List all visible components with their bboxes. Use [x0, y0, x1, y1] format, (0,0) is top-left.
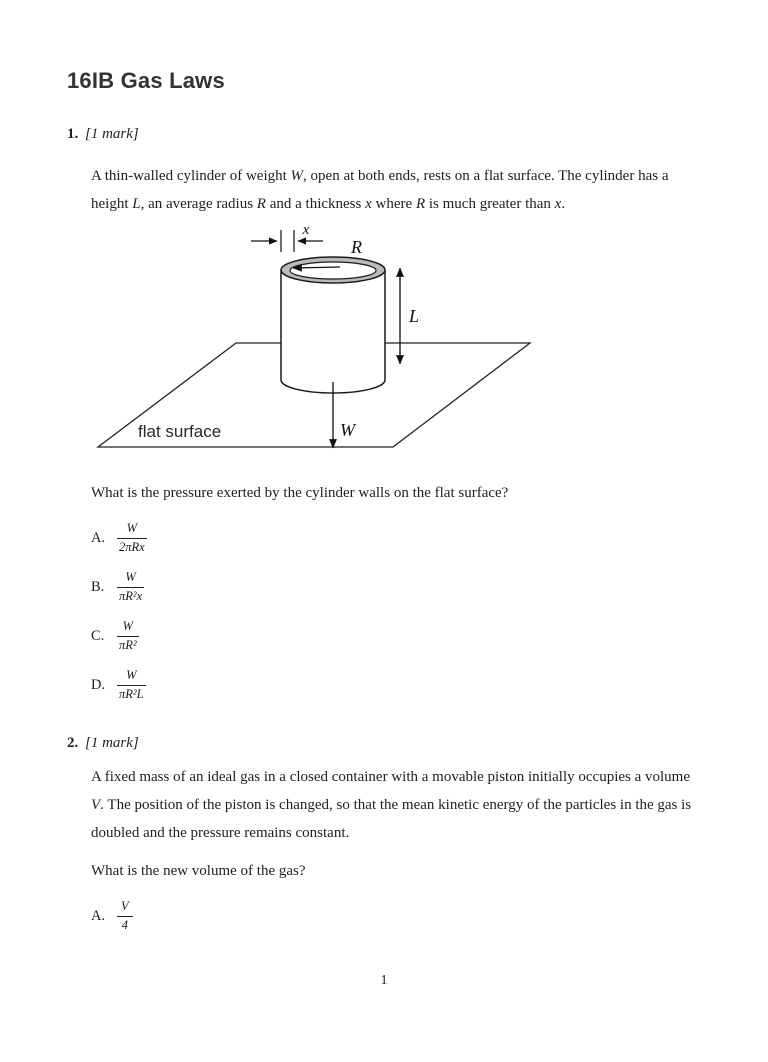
question-2-number: 2. — [67, 735, 79, 751]
option-label: A. — [91, 529, 106, 546]
option-fraction — [117, 668, 146, 702]
page-number: 1 — [380, 973, 388, 988]
answer-option-a — [91, 898, 701, 934]
fraction-denominator: πR²L — [119, 686, 144, 701]
fraction-denominator: πR²x — [119, 588, 143, 603]
cylinder-diagram — [93, 222, 701, 465]
option-label: A. — [91, 907, 106, 924]
answer-option-c — [91, 618, 701, 654]
document-title: 16IB Gas Laws — [67, 68, 225, 93]
fraction-numerator: V — [117, 899, 133, 917]
height-label: L — [409, 306, 420, 326]
weight-label: W — [340, 420, 355, 440]
fraction-denominator: πR² — [119, 637, 137, 652]
question-1-intro: A thin-walled cylinder of weight W, open at both ends, rests on a flat surface. The cylinder has a height L, an average radius R and a thickness x where R is much greater than x. — [91, 168, 669, 212]
question-2-marks: [1 mark] — [85, 735, 139, 751]
document-page — [0, 68, 768, 988]
fraction-numerator: W — [117, 570, 144, 588]
answer-option-b — [91, 569, 701, 605]
question-1 — [67, 124, 701, 703]
option-fraction — [117, 521, 147, 555]
option-fraction — [117, 570, 144, 604]
fraction-numerator: W — [117, 619, 139, 637]
fraction-denominator: 4 — [121, 917, 128, 932]
option-label: D. — [91, 676, 106, 693]
cylinder-top-inner-ellipse — [290, 262, 376, 279]
question-2-body — [91, 763, 701, 934]
option-fraction — [117, 899, 133, 933]
answer-option-d — [91, 667, 701, 703]
question-2-intro: A fixed mass of an ideal gas in a closed container with a movable piston initially occupies a volume V. The position of the piston is changed, so that the mean kinetic energy of the particles in the gas is doubled and the pressure remains constant. — [91, 769, 692, 841]
question-1-header — [67, 124, 701, 144]
question-2-options — [91, 898, 701, 934]
answer-option-a — [91, 520, 701, 556]
question-1-marks: [1 mark] — [85, 126, 139, 142]
fraction-denominator: 2πRx — [119, 539, 145, 554]
question-1-options — [91, 520, 701, 703]
option-label: C. — [91, 627, 105, 644]
option-label: B. — [91, 578, 105, 595]
question-2 — [67, 733, 701, 934]
thickness-label: x — [302, 222, 310, 238]
cylinder-figure — [93, 222, 543, 460]
question-1-body — [91, 162, 701, 703]
radius-label: R — [351, 237, 362, 257]
cylinder-body-fill — [281, 270, 385, 393]
question-2-header — [67, 733, 701, 753]
question-2-prompt: What is the new volume of the gas? — [91, 863, 306, 879]
question-1-number: 1. — [67, 126, 79, 142]
fraction-numerator: W — [117, 668, 146, 686]
option-fraction — [117, 619, 139, 653]
question-1-prompt: What is the pressure exerted by the cylinder walls on the flat surface? — [91, 485, 509, 501]
flat-surface-label: flat surface — [138, 422, 222, 441]
fraction-numerator: W — [117, 521, 147, 539]
